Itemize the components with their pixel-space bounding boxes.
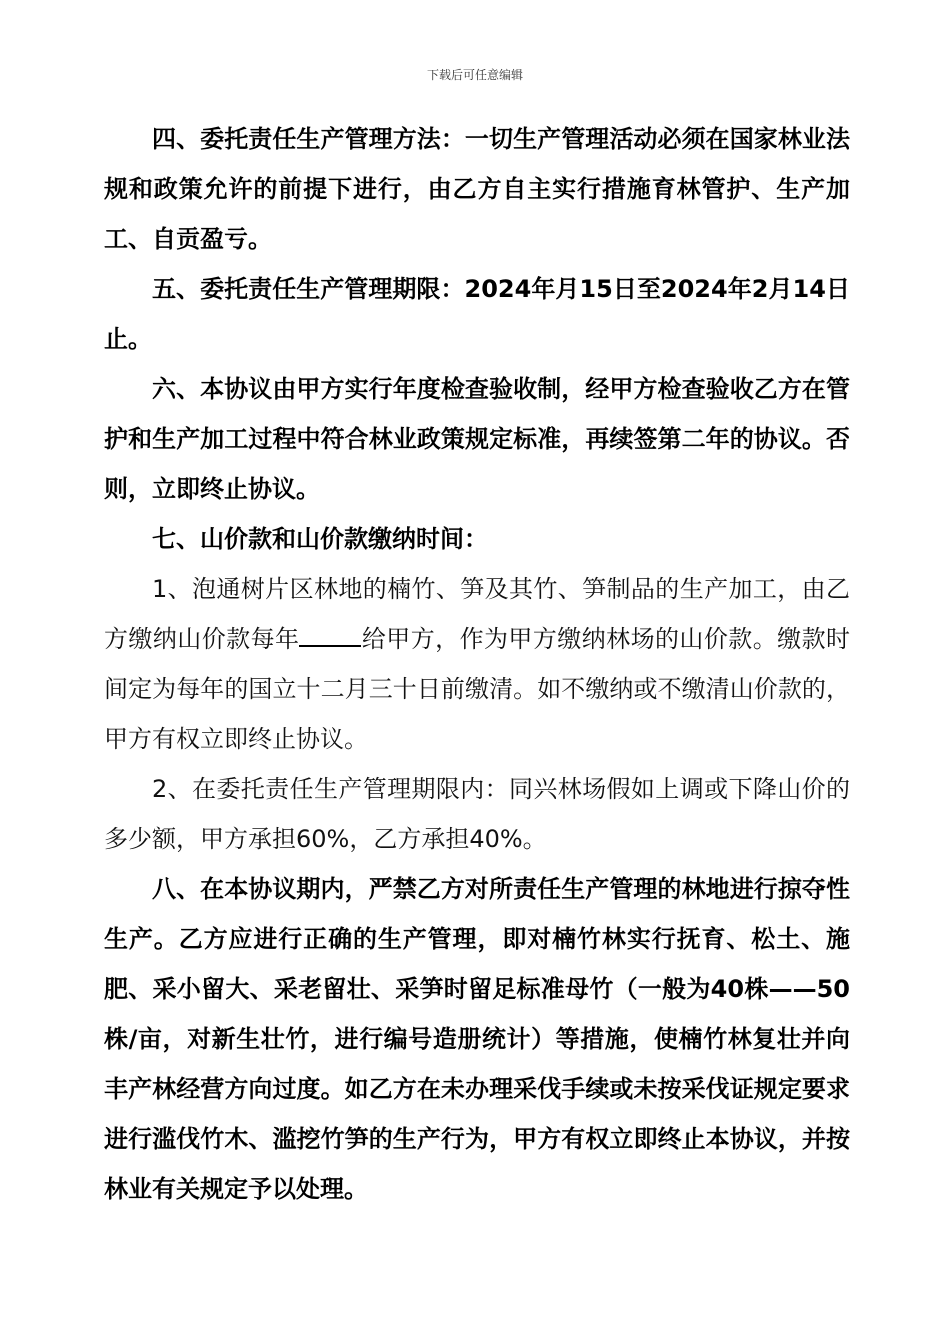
fee-blank-field xyxy=(299,623,361,647)
clause-7-item-1-text-after: 给甲方，作为甲方缴纳林场的山价款。缴款时间定为每年的国立十二月三十日前缴清。如不缴纳或不缴清山价款的，甲方有权立即终止协议。 xyxy=(104,625,851,753)
clause-4-paragraph: 四、委托责任生产管理方法：一切生产管理活动必须在国家林业法规和政策允许的前提下进行，由乙方自主实行措施育林管护、生产加工、自贡盈亏。 xyxy=(104,125,850,253)
document-body xyxy=(104,114,850,1214)
clause-7-item-2: 2、在委托责任生产管理期限内：同兴林场假如上调或下降山价的多少额，甲方承担60%，乙方承担40%。 xyxy=(104,775,850,853)
clause-8-paragraph: 八、在本协议期内，严禁乙方对所责任生产管理的林地进行掠夺性生产。乙方应进行正确的生产管理，即对楠竹林实行抚育、松土、施肥、采小留大、采老留壮、采笋时留足标准母竹（一般为40株——50株/亩，对新生壮竹，进行编号造册统计）等措施，使楠竹林复壮并向丰产林经营方向过度。如乙方在未办理采伐手续或未按采伐证规定要求进行滥伐竹木、滥挖竹笋的生产行为，甲方有权立即终止本协议，并按林业有关规定予以处理。 xyxy=(104,875,850,1203)
clause-7-heading: 七、山价款和山价款缴纳时间： xyxy=(152,525,488,553)
clause-7-item-1 xyxy=(104,564,850,764)
clause-5-paragraph: 五、委托责任生产管理期限：2024年月15日至2024年2月14日止。 xyxy=(104,275,850,353)
clause-7-item-1-text-before: 1、泡通树片区林地的楠竹、笋及其竹、笋制品的生产加工，由乙方缴纳山价款每年 xyxy=(104,575,850,653)
page-header: 下载后可任意编辑 xyxy=(426,68,523,82)
clause-6-paragraph: 六、本协议由甲方实行年度检查验收制，经甲方检查验收乙方在管护和生产加工过程中符合林业政策规定标准，再续签第二年的协议。否则，立即终止协议。 xyxy=(104,375,850,503)
